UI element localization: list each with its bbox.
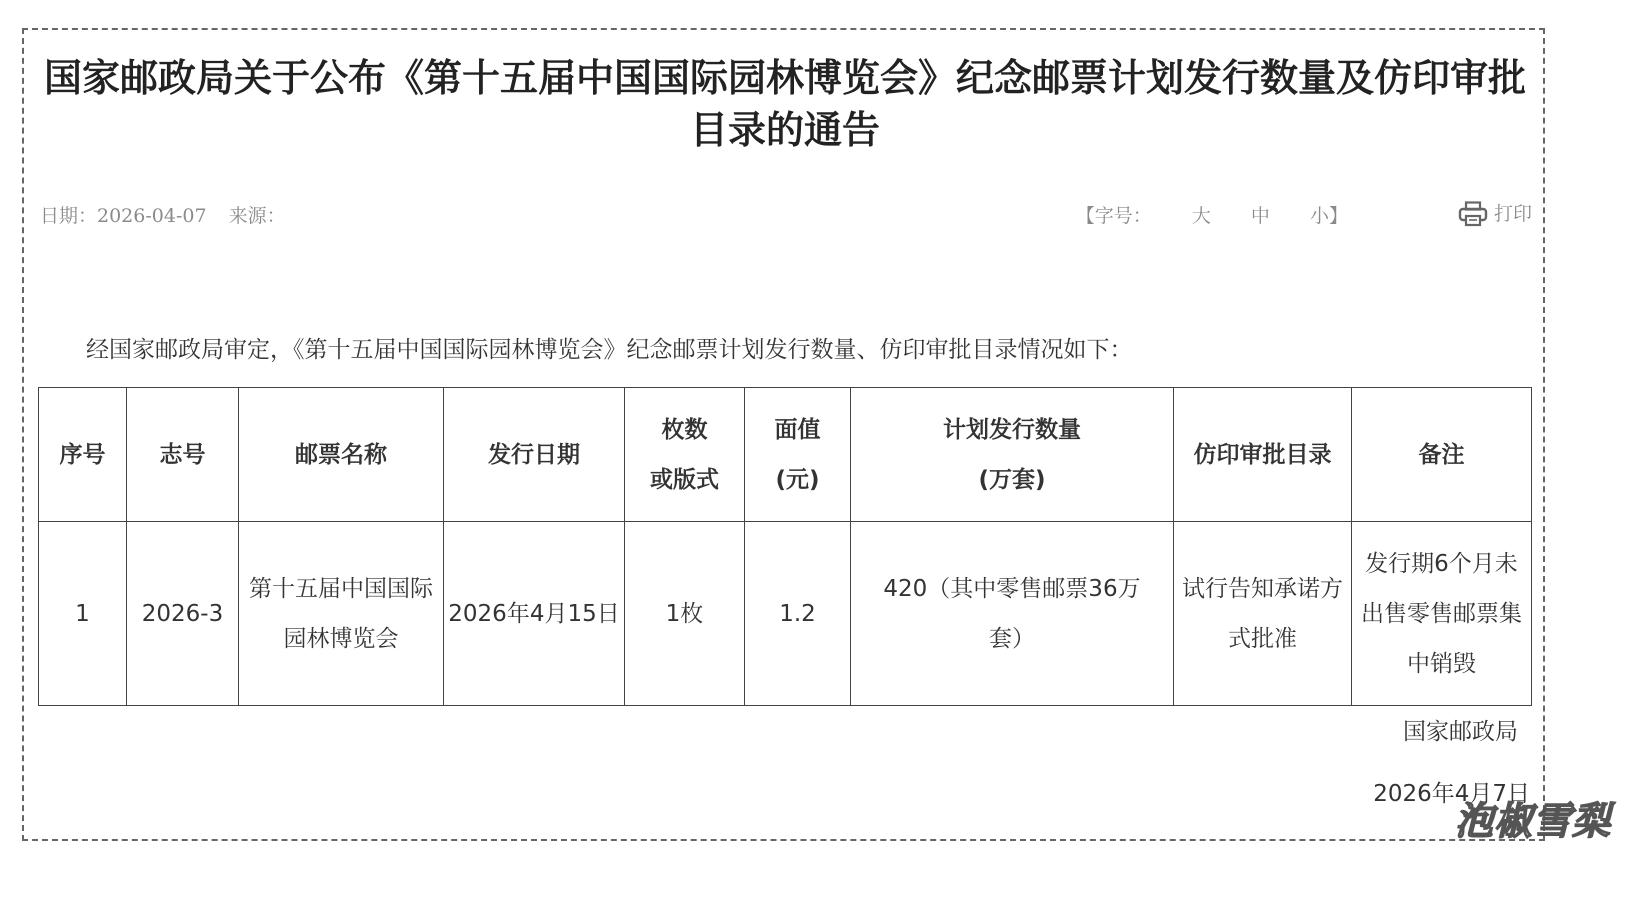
cell-planned-quantity: 420（其中零售邮票36万套）: [851, 522, 1174, 706]
publish-date: 日期：2026-04-07: [40, 205, 207, 227]
article-meta: [40, 203, 302, 229]
print-button[interactable]: [1458, 201, 1532, 227]
cell-face-value: 1.2: [745, 522, 851, 706]
print-label: 打印: [1493, 203, 1532, 225]
header-remarks: 备注: [1352, 388, 1532, 522]
watermark-text: 泡椒雪梨: [1454, 799, 1611, 843]
cell-stamp-code: 2026-3: [127, 522, 239, 706]
header-issue-date: 发行日期: [444, 388, 625, 522]
header-stamp-code: 志号: [127, 388, 239, 522]
table-header-row: [39, 388, 1532, 522]
page-title: 国家邮政局关于公布《第十五届中国国际园林博览会》纪念邮票计划发行数量及仿印审批目录的通告: [43, 56, 1526, 152]
header-planned-quantity: 计划发行数量 (万套): [851, 388, 1174, 522]
header-reprint-catalog: 仿印审批目录: [1174, 388, 1352, 522]
cell-issue-date: 2026年4月15日: [444, 522, 625, 706]
font-size-medium-button[interactable]: 中: [1250, 205, 1270, 227]
cell-reprint-catalog: 试行告知承诺方式批准: [1174, 522, 1352, 706]
header-pieces-format: 枚数 或版式: [625, 388, 745, 522]
header-serial: 序号: [39, 388, 127, 522]
issuer-signature: 国家邮政局: [1403, 719, 1518, 745]
signature-date: 2026年4月7日: [1373, 781, 1530, 807]
font-size-controls: [1076, 203, 1348, 229]
font-size-label: 【字号：: [1075, 205, 1152, 227]
cell-serial: 1: [39, 522, 127, 706]
cell-remarks: 发行期6个月未出售零售邮票集中销毁: [1352, 522, 1532, 706]
header-face-value: 面值 (元): [745, 388, 851, 522]
font-size-large-button[interactable]: 大: [1191, 205, 1211, 227]
cell-stamp-name: 第十五届中国国际园林博览会: [239, 522, 444, 706]
source-label: 来源：: [228, 205, 286, 227]
font-size-small-button[interactable]: 小】: [1309, 205, 1348, 227]
header-stamp-name: 邮票名称: [239, 388, 444, 522]
cell-pieces: 1枚: [625, 522, 745, 706]
stamp-table: [38, 387, 1532, 706]
table-row: [39, 522, 1532, 706]
printer-icon: [1458, 201, 1488, 227]
intro-paragraph: 经国家邮政局审定，《第十五届中国国际园林博览会》纪念邮票计划发行数量、仿印审批目录情况如下：: [86, 337, 1133, 363]
